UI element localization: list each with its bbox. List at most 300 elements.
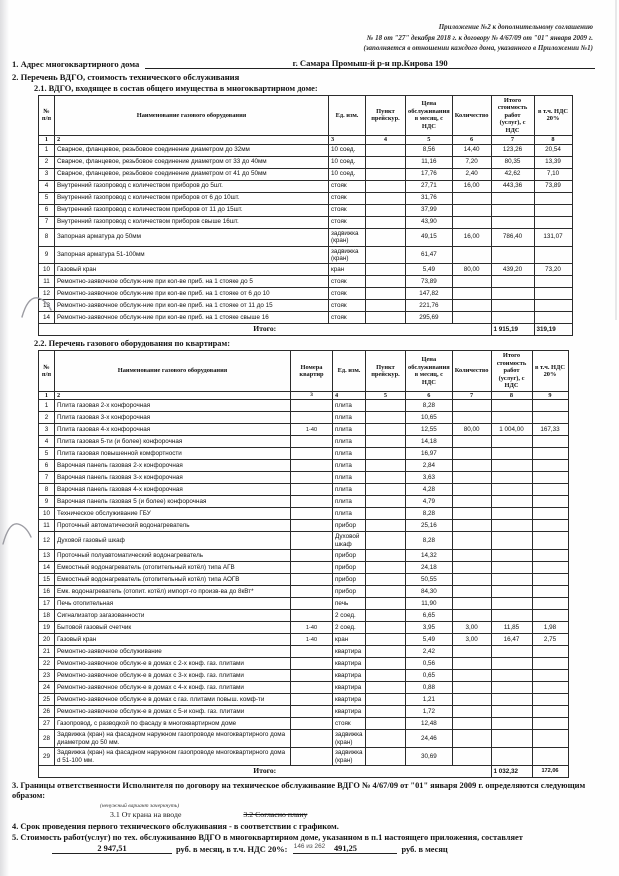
table-cell: 17,76	[406, 168, 453, 180]
table-cell: Духовой газовый шкаф	[55, 532, 291, 550]
table-cell: 7,10	[534, 168, 572, 180]
table-cell	[532, 550, 568, 562]
table-cell: задвижка (кран)	[329, 246, 366, 264]
table-cell: 439,20	[491, 264, 534, 276]
col-number: 7	[452, 392, 491, 400]
table-cell	[291, 448, 333, 460]
table-cell	[366, 646, 406, 658]
table-cell: 84,30	[406, 586, 453, 598]
table-cell	[491, 532, 532, 550]
table-cell: 1 004,00	[491, 424, 532, 436]
table-cell: 8,28	[406, 508, 453, 520]
col-header: Цена обслуживания в месяц, с НДС	[406, 95, 453, 136]
table-row	[39, 748, 569, 766]
table-cell	[452, 658, 491, 670]
table-cell: Ремонтно-заявочное обслуж-е в домах с 2-х конф. газ. плитами	[55, 658, 291, 670]
col-number: 5	[406, 136, 453, 144]
table-cell	[291, 520, 333, 532]
table-cell	[532, 508, 568, 520]
table-cell: 4,79	[406, 496, 453, 508]
table-cell: 23	[39, 670, 55, 682]
table-cell	[491, 460, 532, 472]
table-cell: Емк. водонагреватель (отопит. котёл) импорт-го произв-ва до 8кВт*	[55, 586, 291, 598]
table-cell: Емкостный водонагреватель (отопительный котёл) типа АГВ	[55, 562, 291, 574]
table-cell	[452, 718, 491, 730]
table-cell: 131,07	[534, 228, 572, 246]
table-cell: Задвижка (кран) на фасадном наружном газопроводе многоквартирного дома диаметром до 50 мм.	[55, 730, 291, 748]
address-label: 1. Адрес многоквартирного дома	[12, 58, 140, 69]
table-cell	[366, 472, 406, 484]
table-cell: 2 соед.	[333, 610, 366, 622]
section3-note: (ненужный вариант зачеркнуть)	[100, 802, 180, 809]
table-cell: 16,00	[452, 180, 491, 192]
table-cell: 80,00	[452, 264, 491, 276]
table-cell: 0,65	[406, 670, 453, 682]
table-cell: квартира	[333, 694, 366, 706]
table-cell	[532, 484, 568, 496]
col-number: 1	[39, 392, 55, 400]
table-cell: 26	[39, 706, 55, 718]
table-cell: 14	[39, 312, 55, 324]
table-cell	[291, 574, 333, 586]
table-cell	[491, 598, 532, 610]
table-cell	[291, 718, 333, 730]
table-row	[39, 550, 569, 562]
table-cell: плита	[333, 508, 366, 520]
col-number: 6	[452, 136, 491, 144]
table-cell	[452, 484, 491, 496]
table-cell: стояк	[329, 216, 366, 228]
col-number: 8	[534, 136, 572, 144]
table-cell	[452, 412, 491, 424]
table-cell: квартира	[333, 706, 366, 718]
table-cell: 10 соед.	[329, 168, 366, 180]
table-cell	[366, 288, 406, 300]
scan-edge	[615, 0, 617, 320]
table-row	[39, 144, 573, 156]
table-cell: 21	[39, 646, 55, 658]
table-cell: стояк	[329, 192, 366, 204]
table-cell: Внутренний газопровод с количеством приборов от 11 до 15шт.	[55, 204, 329, 216]
table-cell: 11,85	[491, 622, 532, 634]
col-header: Наименование газового оборудования	[55, 351, 291, 392]
table-cell: Варочная панель газовая 3-х конфорочная	[55, 472, 291, 484]
table-cell	[366, 610, 406, 622]
table-cell	[366, 436, 406, 448]
table-cell	[366, 228, 406, 246]
table-cell	[532, 658, 568, 670]
table-cell: 24,18	[406, 562, 453, 574]
table-cell: Ремонтно-заявочное обслуж-е в домах с газ. плитами повыш. комф-ти	[55, 694, 291, 706]
table-cell	[532, 472, 568, 484]
table-cell: 14	[39, 562, 55, 574]
table-cell	[366, 180, 406, 192]
table-cell	[452, 646, 491, 658]
table-cell: 14,18	[406, 436, 453, 448]
table-cell: 221,76	[406, 300, 453, 312]
section21-title: 2.1. ВДГО, входящее в состав общего имущества в многоквартирном доме:	[34, 83, 318, 93]
table-cell	[366, 634, 406, 646]
table-cell: квартира	[333, 682, 366, 694]
table-cell	[491, 586, 532, 598]
table-cell	[452, 496, 491, 508]
table-cell	[532, 682, 568, 694]
table-cell	[366, 448, 406, 460]
table-cell: Задвижка (кран) на фасадном наружном газопроводе многоквартирного дома d 51-100 мм.	[55, 748, 291, 766]
table-cell	[366, 156, 406, 168]
table-row	[39, 610, 569, 622]
table-cell	[366, 484, 406, 496]
table-row	[39, 622, 569, 634]
table-cell: 24,46	[406, 730, 453, 748]
table-cell: Запорная арматура 51-100мм	[55, 246, 329, 264]
table-cell: Проточный полуавтоматический водонагреватель	[55, 550, 291, 562]
col-header: Ед. изм.	[329, 95, 366, 136]
table-cell: 10,65	[406, 412, 453, 424]
table-cell	[491, 204, 534, 216]
table-cell	[366, 658, 406, 670]
table-cell	[491, 730, 532, 748]
table-cell: 147,82	[406, 288, 453, 300]
table-cell	[366, 574, 406, 586]
table-cell: задвижка (кран)	[333, 730, 366, 748]
table-cell	[366, 748, 406, 766]
col-number: 1	[39, 136, 55, 144]
table1-header-row	[39, 95, 573, 136]
table-cell: 2,40	[452, 168, 491, 180]
col-number: 5	[366, 392, 406, 400]
table-cell: стояк	[329, 300, 366, 312]
table-row	[39, 180, 573, 192]
table-cell: 8	[39, 484, 55, 496]
table-row	[39, 574, 569, 586]
table-cell: плита	[333, 484, 366, 496]
table-row	[39, 586, 569, 598]
table-cell	[366, 682, 406, 694]
table-cell: Ремонтно-заявочное обслуж-ние при кол-ве приб. на 1 стояке от 11 до 15	[55, 300, 329, 312]
table-cell: Ремонтно-заявочное обслуж-е в домах с 3-х конф. газ. плитами	[55, 670, 291, 682]
col-header: № п/п	[39, 95, 55, 136]
table-row	[39, 412, 569, 424]
table-cell: 8,28	[406, 400, 453, 412]
section2-title: 2. Перечень ВДГО, стоимость технического обслуживания	[12, 71, 240, 82]
table-cell	[534, 312, 572, 324]
table-row	[39, 288, 573, 300]
table-cell: Ремонтно-заявочное обслуживание	[55, 646, 291, 658]
table-cell: 3,00	[452, 622, 491, 634]
table-cell: 9	[39, 496, 55, 508]
table-cell: 3,00	[452, 634, 491, 646]
table-row	[39, 658, 569, 670]
table-cell: Бытовой газовый счетчик	[55, 622, 291, 634]
table-cell: 2,84	[406, 460, 453, 472]
table-cell: 12	[39, 288, 55, 300]
table-cell: Плита газовая 2-х конфорочная	[55, 400, 291, 412]
table-cell: плита	[333, 436, 366, 448]
table-cell	[491, 496, 532, 508]
table-cell	[452, 436, 491, 448]
section5-mid-text: руб. в месяц, в т.ч. НДС 20%:	[176, 844, 288, 854]
col-number: 4	[333, 392, 366, 400]
table-cell: 7,20	[452, 156, 491, 168]
table-cell: Газовый кран	[55, 264, 329, 276]
table-cell	[491, 484, 532, 496]
table-cell	[291, 658, 333, 670]
col-number: 3	[291, 392, 333, 400]
table-common-equipment	[38, 95, 573, 337]
table-cell: 2	[39, 412, 55, 424]
table-cell	[491, 694, 532, 706]
table-cell	[532, 520, 568, 532]
table-cell: 2	[39, 156, 55, 168]
table-cell	[452, 694, 491, 706]
table-cell	[291, 694, 333, 706]
table-cell: кран	[333, 634, 366, 646]
table-cell: 1,21	[406, 694, 453, 706]
table-cell	[291, 682, 333, 694]
table-cell: 16,00	[452, 228, 491, 246]
table-cell: 11	[39, 276, 55, 288]
table-cell	[291, 532, 333, 550]
table-cell: 11,90	[406, 598, 453, 610]
table-cell: 14,32	[406, 550, 453, 562]
table-cell: плита	[333, 424, 366, 436]
table-cell	[452, 730, 491, 748]
col-number: 2	[55, 392, 291, 400]
section5-end-text: руб. в месяц	[401, 844, 448, 854]
table-cell	[366, 598, 406, 610]
table-cell: 6	[39, 460, 55, 472]
table-cell: 2 соед.	[333, 622, 366, 634]
table-cell	[534, 288, 572, 300]
table-cell	[452, 586, 491, 598]
table-cell	[491, 610, 532, 622]
table-cell: 12,55	[406, 424, 453, 436]
table-cell: 1	[39, 144, 55, 156]
table-cell	[532, 412, 568, 424]
table-cell	[366, 550, 406, 562]
table-cell: 18	[39, 610, 55, 622]
table-cell	[532, 574, 568, 586]
table-cell: 10 соед.	[329, 156, 366, 168]
table-row	[39, 646, 569, 658]
table-row	[39, 598, 569, 610]
table-cell: 16,97	[406, 448, 453, 460]
table-cell: 3,95	[406, 622, 453, 634]
table-cell	[366, 622, 406, 634]
table-row	[39, 634, 569, 646]
table-row	[39, 730, 569, 748]
table-cell: 5	[39, 192, 55, 204]
table-cell	[491, 300, 534, 312]
total-label: Итого:	[39, 765, 492, 777]
table-cell	[291, 400, 333, 412]
table-cell: 50,55	[406, 574, 453, 586]
table-row	[39, 460, 569, 472]
table-cell: 15	[39, 574, 55, 586]
table-row	[39, 228, 573, 246]
total-vat: 319,19	[534, 324, 572, 336]
table-cell: квартира	[333, 670, 366, 682]
table-row	[39, 424, 569, 436]
table-cell: Газопровод, с разводкой по фасаду в многоквартирном доме	[55, 718, 291, 730]
table-cell: Проточный автоматический водонагреватель	[55, 520, 291, 532]
table-cell	[452, 460, 491, 472]
col-header: в т.ч. НДС 20%	[532, 351, 568, 392]
table-cell: 1	[39, 400, 55, 412]
table-cell	[532, 748, 568, 766]
table-row	[39, 246, 573, 264]
table-cell	[366, 706, 406, 718]
table-cell	[452, 508, 491, 520]
table-cell	[491, 682, 532, 694]
table-cell	[532, 706, 568, 718]
col-header: Наименование газового оборудования	[55, 95, 329, 136]
table-cell: Техническое обслуживание ГБУ	[55, 508, 291, 520]
table-cell	[532, 562, 568, 574]
table-cell: плита	[333, 448, 366, 460]
table-cell	[452, 562, 491, 574]
table-cell	[532, 646, 568, 658]
table-cell	[491, 436, 532, 448]
table-cell: стояк	[329, 312, 366, 324]
section3-title: 3. Границы ответственности Исполнителя по договору на техническое обслуживание ВДГО № 4/67/09 от "01" января 2009 г. определяются следующим образом:	[12, 780, 586, 801]
table-cell: Внутренний газопровод с количеством приборов свыше 16шт.	[55, 216, 329, 228]
scan-edge	[0, 0, 9, 876]
table-cell: 27,71	[406, 180, 453, 192]
col-header: Итого стоимость работ (услуг), с НДС	[491, 351, 532, 392]
table-cell: 37,99	[406, 204, 453, 216]
table-cell	[532, 436, 568, 448]
table-cell: 22	[39, 658, 55, 670]
table-row	[39, 496, 569, 508]
table-cell	[532, 532, 568, 550]
table-cell: 11	[39, 520, 55, 532]
table-cell: Сварное, фланцевое, резьбовое соединение диаметром до 32мм	[55, 144, 329, 156]
table-row	[39, 484, 569, 496]
table-row	[39, 448, 569, 460]
table-cell: плита	[333, 496, 366, 508]
table-cell: Плита газовая 5-ти (и более) конфорочная	[55, 436, 291, 448]
table-cell	[452, 520, 491, 532]
col-header: № п/п	[39, 351, 55, 392]
table-cell: Ремонтно-заявочное обслуж-ние при кол-ве приб. на 1 стояке свыше 16	[55, 312, 329, 324]
table-cell	[291, 670, 333, 682]
table-row	[39, 216, 573, 228]
table-cell	[532, 460, 568, 472]
table-cell	[491, 718, 532, 730]
col-header: Номера квартир	[291, 351, 333, 392]
table-cell	[291, 550, 333, 562]
appendix-line1: Приложение №2 к дополнительному соглашению	[438, 23, 593, 31]
table-cell: 80,00	[452, 424, 491, 436]
table-cell: прибор	[333, 586, 366, 598]
table-cell	[491, 288, 534, 300]
table-cell	[491, 276, 534, 288]
table-cell: Ремонтно-заявочное обслуж-ние при кол-ве приб. на 1 стояке до 5	[55, 276, 329, 288]
table-cell: Духовой шкаф	[333, 532, 366, 550]
section4-title: 4. Срок проведения первого технического обслуживания - в соответствии с графиком.	[12, 821, 339, 831]
table-cell: стояк	[329, 204, 366, 216]
table-cell: 12	[39, 532, 55, 550]
table-row	[39, 436, 569, 448]
table-cell	[491, 670, 532, 682]
table-cell	[452, 216, 491, 228]
table-cell: задвижка (кран)	[329, 228, 366, 246]
table-cell: 4	[39, 436, 55, 448]
table-cell: 27	[39, 718, 55, 730]
table-cell	[452, 682, 491, 694]
table-cell	[534, 246, 572, 264]
table-cell	[366, 300, 406, 312]
table2-colnum-row	[39, 392, 569, 400]
col-header: в т.ч. НДС 20%	[534, 95, 572, 136]
table-cell: 0,88	[406, 682, 453, 694]
table-cell: 3	[39, 424, 55, 436]
table-cell: Ремонтно-заявочное обслуж-е в домах с 4-х конф. газ. плитами	[55, 682, 291, 694]
table-cell	[491, 646, 532, 658]
table-cell: плита	[333, 472, 366, 484]
table-cell	[366, 312, 406, 324]
table-cell	[366, 586, 406, 598]
table-cell	[366, 246, 406, 264]
table-cell	[366, 424, 406, 436]
table-cell: 19	[39, 622, 55, 634]
table-cell: квартира	[333, 658, 366, 670]
table-cell: 5	[39, 448, 55, 460]
table-cell: 16,47	[491, 634, 532, 646]
appendix-reference	[12, 22, 619, 54]
table-cell: 3	[39, 168, 55, 180]
table-cell	[491, 658, 532, 670]
col-number: 9	[532, 392, 568, 400]
table-row	[39, 264, 573, 276]
table-cell: 25,16	[406, 520, 453, 532]
table-cell	[452, 550, 491, 562]
table-cell: 1-40	[291, 424, 333, 436]
table-cell	[491, 448, 532, 460]
table-cell	[491, 550, 532, 562]
table-cell	[366, 670, 406, 682]
table-cell	[366, 400, 406, 412]
table-cell	[452, 276, 491, 288]
section5-title: 5. Стоимость работ(услуг) по тех. обслуживанию ВДГО в многоквартирном доме, указанном в п.1 настоящего приложения, составляет	[12, 832, 523, 842]
table-cell: 24	[39, 682, 55, 694]
table-cell: 1-40	[291, 622, 333, 634]
table-cell	[366, 216, 406, 228]
table-cell	[491, 520, 532, 532]
table-cell: 2,75	[532, 634, 568, 646]
table-cell	[452, 204, 491, 216]
table-cell	[452, 288, 491, 300]
col-header: Количество	[452, 95, 491, 136]
table-cell	[491, 508, 532, 520]
table-cell: Ремонтно-заявочное обслуж-ние при кол-ве приб. на 1 стояке от 6 до 10	[55, 288, 329, 300]
table-cell: 11,16	[406, 156, 453, 168]
table-cell	[452, 400, 491, 412]
table-cell	[452, 598, 491, 610]
table-cell: 8,56	[406, 144, 453, 156]
table-cell: 0,56	[406, 658, 453, 670]
table-cell: 13,39	[534, 156, 572, 168]
table-cell	[532, 730, 568, 748]
table-cell	[366, 508, 406, 520]
table-cell	[491, 192, 534, 204]
table-cell: 6	[39, 204, 55, 216]
table-cell: 13	[39, 300, 55, 312]
table-row	[39, 718, 569, 730]
table-cell: Сигнализатор загазованности	[55, 610, 291, 622]
